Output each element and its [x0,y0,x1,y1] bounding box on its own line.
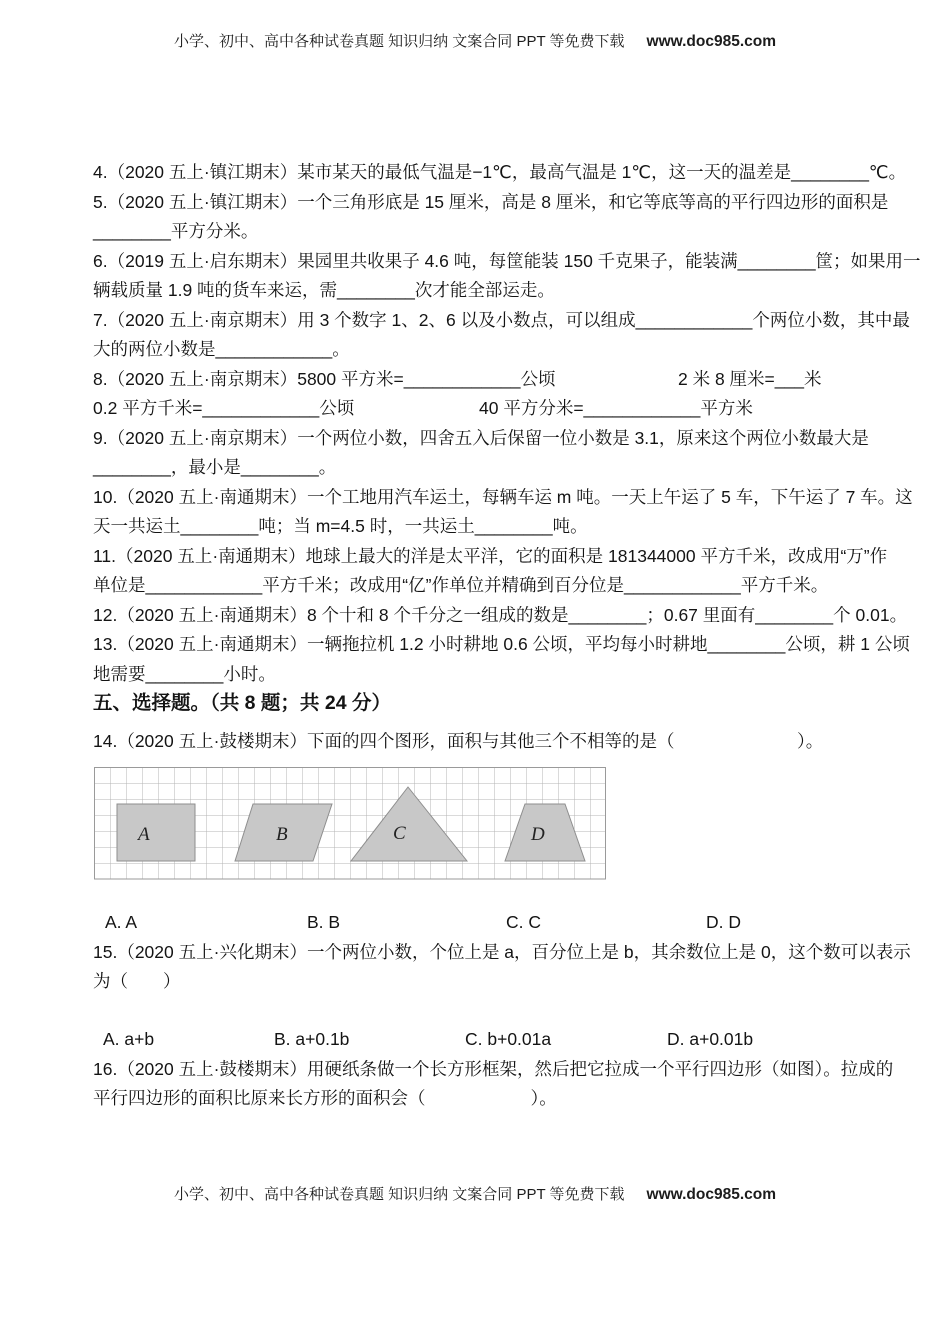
shape-a-label: A [138,824,150,845]
question-14-option-d: D. D [706,912,741,932]
question-15-options [93,1025,873,1055]
grid-shapes-figure [94,767,606,880]
question-9-line-1: 9.（2020 五上·南京期末）一个两位小数，四舍五入后保留一位小数是 3.1，原来这个两位小数最大是 [93,427,869,448]
question-14-option-c: C. C [506,912,541,932]
question-7-line-2: 大的两位小数是____________。 [93,339,350,359]
question-14-figure [94,767,606,880]
question-4-line-1: 4.（2020 五上·镇江期末）某市某天的最低气温是−1℃，最高气温是 1℃，这一天的温差是________℃。 [93,162,907,182]
question-6-line-1: 6.（2019 五上·启东期末）果园里共收果子 4.6 吨，每筐能装 150 千克果子，能装满________筐；如果用一 [93,250,921,271]
question-15-option-a: A. a+b [103,1029,155,1049]
footer-text: 小学、初中、高中各种试卷真题 知识归纳 文案合同 PPT 等免费下载 [173,1186,625,1203]
question-5-line-2: ________平方分米。 [93,221,259,241]
question-16-line-2: 平行四边形的面积比原来长方形的面积会（ ）。 [93,1088,557,1108]
question-11-line-2: 单位是____________平方千米；改成用“亿”作单位并精确到百分位是____________平方千米。 [93,575,829,595]
question-16-line-1: 16.（2020 五上·鼓楼期末）用硬纸条做一个长方形框架，然后把它拉成一个平行四边形（如图）。拉成的 [93,1058,894,1079]
question-14-options [93,908,873,938]
question-14-line-1: 14.（2020 五上·鼓楼期末）下面的四个图形，面积与其他三个不相等的是（ ）。 [93,730,824,751]
shape-a-rectangle [117,804,195,861]
question-8-unit-conversion-2: 2 米 8 厘米=___米 [678,368,822,389]
question-15-line-2: 为（ ） [93,971,181,991]
shape-d-label: D [531,824,545,845]
question-13-line-2: 地需要________小时。 [93,663,276,684]
question-10-line-1: 10.（2020 五上·南通期末）一个工地用汽车运土，每辆车运 m 吨。一天上午运了 5 车，下午运了 7 车。这 [93,486,913,507]
section-5-title: 五、选择题。（共 8 题；共 24 分） [93,692,391,714]
question-14-option-b: B. B [307,912,341,932]
question-12-line-1: 12.（2020 五上·南通期末）8 个十和 8 个千分之一组成的数是________；0.67 里面有________个 0.01。 [93,604,908,625]
question-7-line-1: 7.（2020 五上·南京期末）用 3 个数字 1、2、6 以及小数点，可以组成____________个两位小数，其中最 [93,309,910,330]
question-8-unit-conversion-4: 40 平方分米=____________平方米 [479,398,753,418]
question-9-line-2: ________，最小是________。 [93,457,337,477]
question-6-line-2: 辆载质量 1.9 吨的货车来运，需________次才能全部运走。 [93,280,555,300]
question-8-line-2 [93,394,873,424]
footer-site-url: www.doc985.com [646,1186,777,1203]
question-15-option-b: B. a+0.1b [274,1029,350,1049]
header-site-url: www.doc985.com [646,33,777,50]
question-5-line-1: 5.（2020 五上·镇江期末）一个三角形底是 15 厘米，高是 8 厘米，和它等底等高的平行四边形的面积是 [93,191,889,212]
question-15-option-c: C. b+0.01a [465,1029,552,1049]
shape-b-label: B [276,824,288,845]
question-8-unit-conversion-1: 8.（2020 五上·南京期末）5800 平方米=____________公顷 [93,368,556,389]
shape-c-label: C [393,823,406,844]
question-11-line-1: 11.（2020 五上·南通期末）地球上最大的洋是太平洋，它的面积是 181344000 平方千米，改成用“万”作 [93,545,888,566]
page-header [0,30,950,51]
header-text: 小学、初中、高中各种试卷真题 知识归纳 文案合同 PPT 等免费下载 [173,33,625,50]
page-footer [0,1183,950,1204]
question-8-unit-conversion-3: 0.2 平方千米=____________公顷 [93,398,355,418]
question-15-line-1: 15.（2020 五上·兴化期末）一个两位小数，个位上是 a，百分位上是 b，其余数位上是 0，这个数可以表示 [93,941,911,962]
question-10-line-2: 天一共运土________吨；当 m=4.5 时，一共运土________吨。 [93,516,588,536]
question-13-line-1: 13.（2020 五上·南通期末）一辆拖拉机 1.2 小时耕地 0.6 公顷，平均每小时耕地________公顷，耕 1 公顷 [93,634,910,654]
document-body [93,158,921,1114]
question-14-option-a: A. A [105,912,138,932]
question-15-option-d: D. a+0.01b [667,1029,754,1049]
question-8-line-1 [93,365,873,395]
